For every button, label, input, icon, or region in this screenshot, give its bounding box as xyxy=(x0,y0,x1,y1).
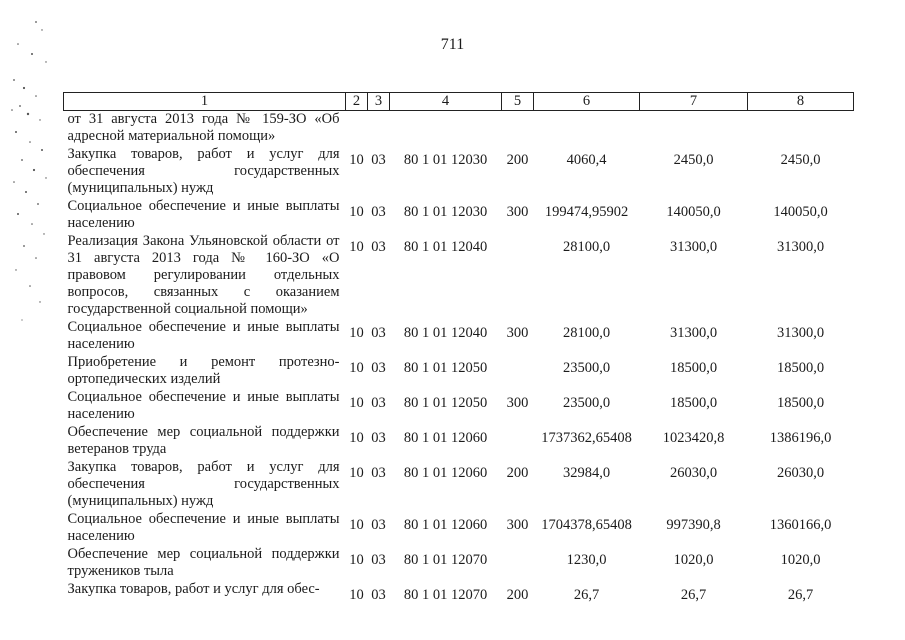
subsection-code: 03 xyxy=(371,325,386,341)
row-description: от 31 августа 2013 года № 159-ЗО «Об адресной материальной помощи» xyxy=(67,111,340,144)
expense-type-code: 200 xyxy=(506,587,529,603)
amount-col6: 23500,0 xyxy=(562,360,611,376)
table-row xyxy=(64,511,854,546)
section-code: 10 xyxy=(349,152,364,168)
section-code: 10 xyxy=(349,360,364,376)
target-article-code: 80 1 01 12060 xyxy=(403,465,488,481)
target-article-code xyxy=(390,111,502,147)
subsection-code: 03 xyxy=(371,552,386,568)
amount-col8: 26,7 xyxy=(787,587,814,603)
header-cell: 2 xyxy=(346,93,368,111)
table-row xyxy=(64,111,854,147)
amount-col8: 140050,0 xyxy=(773,204,828,220)
expense-type-code: 300 xyxy=(506,395,529,411)
row-description: Приобретение и ремонт протезно-ортопедических изделий xyxy=(67,354,340,387)
amount-col6: 1704378,65408 xyxy=(541,517,632,533)
section-code: 10 xyxy=(349,465,364,481)
target-article-code: 80 1 01 12060 xyxy=(403,430,488,446)
amount-col7: 1023420,8 xyxy=(662,430,725,446)
target-article-code: 80 1 01 12070 xyxy=(403,587,488,603)
subsection-code: 03 xyxy=(371,517,386,533)
row-description: Обеспечение мер социальной поддержки тружеников тыла xyxy=(67,546,340,579)
subsection-code: 03 xyxy=(371,465,386,481)
amount-col6: 199474,95902 xyxy=(544,204,629,220)
header-cell: 1 xyxy=(64,93,346,111)
header-cell: 3 xyxy=(368,93,390,111)
amount-col8: 26030,0 xyxy=(776,465,825,481)
amount-col8: 31300,0 xyxy=(776,325,825,341)
target-article-code: 80 1 01 12070 xyxy=(403,552,488,568)
page-number: 711 xyxy=(440,36,465,53)
target-article-code: 80 1 01 12030 xyxy=(403,152,488,168)
row-description: Социальное обеспечение и иные выплаты населению xyxy=(67,511,340,544)
amount-col6: 28100,0 xyxy=(562,325,611,341)
budget-table xyxy=(63,92,854,605)
subsection-code xyxy=(368,111,390,147)
row-description: Социальное обеспечение и иные выплаты населению xyxy=(67,198,340,231)
subsection-code: 03 xyxy=(371,360,386,376)
subsection-code: 03 xyxy=(371,430,386,446)
amount-col7: 31300,0 xyxy=(669,325,718,341)
table-row xyxy=(64,389,854,424)
header-row xyxy=(64,93,854,111)
subsection-code: 03 xyxy=(371,152,386,168)
section-code: 10 xyxy=(349,517,364,533)
amount-col7: 18500,0 xyxy=(669,360,718,376)
expense-type-code: 300 xyxy=(506,204,529,220)
amount-col6: 28100,0 xyxy=(562,239,611,255)
table-body xyxy=(64,111,854,606)
amount-col8: 1020,0 xyxy=(780,552,821,568)
header-cell: 7 xyxy=(640,93,748,111)
amount-col6: 4060,4 xyxy=(566,152,607,168)
expense-type-code xyxy=(502,424,534,459)
amount-col7: 26,7 xyxy=(680,587,707,603)
section-code: 10 xyxy=(349,325,364,341)
amount-col7: 18500,0 xyxy=(669,395,718,411)
expense-type-code: 300 xyxy=(506,325,529,341)
target-article-code: 80 1 01 12030 xyxy=(403,204,488,220)
amount-col8: 31300,0 xyxy=(776,239,825,255)
amount-col8 xyxy=(748,111,854,147)
target-article-code: 80 1 01 12060 xyxy=(403,517,488,533)
section-code: 10 xyxy=(349,587,364,603)
table-row xyxy=(64,459,854,511)
expense-type-code xyxy=(502,111,534,147)
table-row xyxy=(64,319,854,354)
table-row xyxy=(64,581,854,605)
row-description: Закупка товаров, работ и услуг для обеспечения государственных (муниципальных) нужд xyxy=(67,459,340,509)
target-article-code: 80 1 01 12050 xyxy=(403,360,488,376)
target-article-code: 80 1 01 12050 xyxy=(403,395,488,411)
table-row xyxy=(64,146,854,198)
section-code: 10 xyxy=(349,239,364,255)
amount-col6: 32984,0 xyxy=(562,465,611,481)
amount-col8: 18500,0 xyxy=(776,395,825,411)
section-code xyxy=(346,111,368,147)
row-description: Закупка товаров, работ и услуг для обес- xyxy=(67,581,320,597)
expense-type-code: 200 xyxy=(506,465,529,481)
table-row xyxy=(64,198,854,233)
table-row xyxy=(64,424,854,459)
amount-col6 xyxy=(534,111,640,147)
row-description: Обеспечение мер социальной поддержки ветеранов труда xyxy=(67,424,340,457)
subsection-code: 03 xyxy=(371,587,386,603)
amount-col8: 1360166,0 xyxy=(769,517,832,533)
amount-col7: 26030,0 xyxy=(669,465,718,481)
expense-type-code: 300 xyxy=(506,517,529,533)
amount-col8: 1386196,0 xyxy=(769,430,832,446)
scan-noise-speckles xyxy=(6,10,50,340)
table-row xyxy=(64,354,854,389)
table-row xyxy=(64,546,854,581)
section-code: 10 xyxy=(349,395,364,411)
amount-col8: 18500,0 xyxy=(776,360,825,376)
expense-type-code xyxy=(502,233,534,319)
amount-col7: 1020,0 xyxy=(673,552,714,568)
amount-col8: 2450,0 xyxy=(780,152,821,168)
subsection-code: 03 xyxy=(371,395,386,411)
header-cell: 5 xyxy=(502,93,534,111)
header-cell: 6 xyxy=(534,93,640,111)
target-article-code: 80 1 01 12040 xyxy=(403,239,488,255)
amount-col7: 140050,0 xyxy=(666,204,721,220)
target-article-code: 80 1 01 12040 xyxy=(403,325,488,341)
header-cell: 8 xyxy=(748,93,854,111)
amount-col7: 2450,0 xyxy=(673,152,714,168)
amount-col6: 26,7 xyxy=(573,587,600,603)
expense-type-code xyxy=(502,546,534,581)
row-description: Социальное обеспечение и иные выплаты населению xyxy=(67,389,340,422)
amount-col7 xyxy=(640,111,748,147)
header-cell: 4 xyxy=(390,93,502,111)
amount-col6: 1230,0 xyxy=(566,552,607,568)
table-row xyxy=(64,233,854,319)
row-description: Закупка товаров, работ и услуг для обеспечения государственных (муниципальных) нужд xyxy=(67,146,340,196)
row-description: Социальное обеспечение и иные выплаты населению xyxy=(67,319,340,352)
amount-col7: 997390,8 xyxy=(666,517,721,533)
table-header xyxy=(64,93,854,111)
subsection-code: 03 xyxy=(371,239,386,255)
section-code: 10 xyxy=(349,430,364,446)
amount-col7: 31300,0 xyxy=(669,239,718,255)
subsection-code: 03 xyxy=(371,204,386,220)
section-code: 10 xyxy=(349,204,364,220)
amount-col6: 23500,0 xyxy=(562,395,611,411)
expense-type-code xyxy=(502,354,534,389)
amount-col6: 1737362,65408 xyxy=(541,430,632,446)
section-code: 10 xyxy=(349,552,364,568)
expense-type-code: 200 xyxy=(506,152,529,168)
row-description: Реализация Закона Ульяновской области от 31 августа 2013 года № 160-ЗО «О правовом регулировании отдельных вопросов, связанных с оказанием государственной социальной помощи» xyxy=(67,233,340,317)
